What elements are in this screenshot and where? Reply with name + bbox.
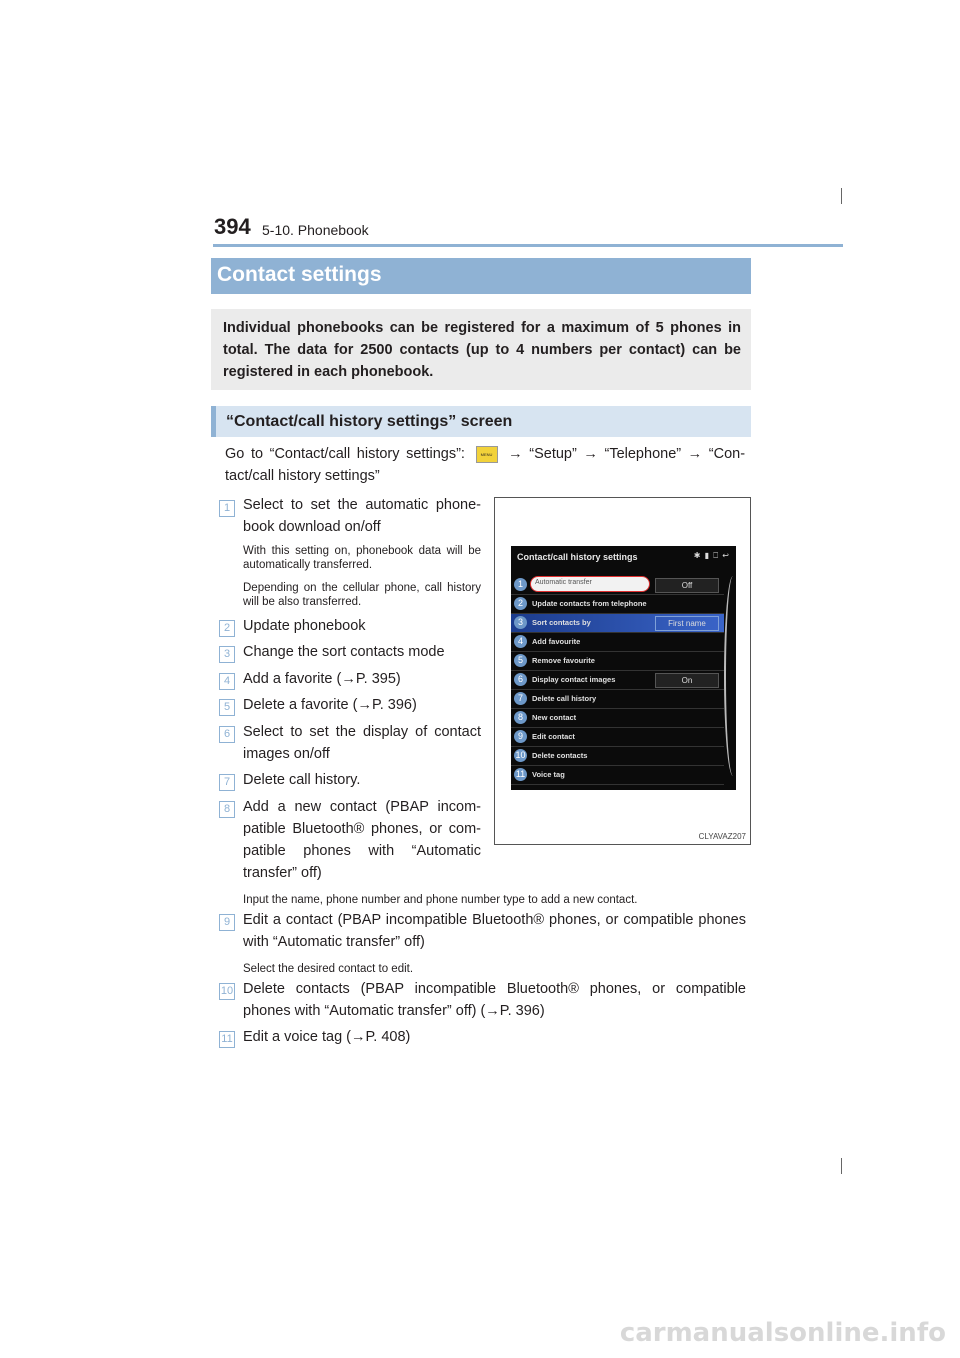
item-text: Add a favorite (→P. 395) bbox=[243, 671, 401, 687]
item-number: 8 bbox=[219, 801, 235, 818]
row-value[interactable]: First name bbox=[655, 616, 719, 631]
section-title: 5-10. Phonebook bbox=[262, 222, 369, 238]
item-text: Select to set the automatic phone-book download on/off bbox=[243, 497, 481, 535]
row-label: Automatic transfer bbox=[535, 579, 592, 586]
item-text: Delete call history. bbox=[243, 772, 361, 788]
row-number: 7 bbox=[514, 692, 527, 705]
item-text: Edit a voice tag (→P. 408) bbox=[243, 1029, 411, 1045]
crop-mark bbox=[841, 1158, 842, 1174]
crop-mark bbox=[841, 188, 842, 204]
row-label: Delete call history bbox=[532, 694, 597, 703]
row-label: Sort contacts by bbox=[532, 618, 591, 627]
row-number: 5 bbox=[514, 654, 527, 667]
screen-row-sort-contacts[interactable] bbox=[511, 614, 724, 633]
item-text: Edit a contact (PBAP incompatible Bluetooth® phones, or compatible phones with “Automatic transfer” off) bbox=[243, 912, 746, 950]
status-icons: ✱ ▮ ⎕ ↩ bbox=[693, 551, 730, 560]
screen-title: Contact/call history settings bbox=[517, 552, 638, 562]
screen-row-update-contacts[interactable] bbox=[511, 595, 724, 614]
subheading: “Contact/call history settings” screen bbox=[211, 406, 751, 437]
row-number: 8 bbox=[514, 711, 527, 724]
highlight-oval bbox=[530, 576, 650, 592]
row-label: Delete contacts bbox=[532, 751, 588, 760]
row-number: 6 bbox=[514, 673, 527, 686]
menu-button-icon: MENU bbox=[476, 446, 498, 463]
scroll-curve bbox=[724, 576, 736, 776]
item-note: Select the desired contact to edit. bbox=[243, 963, 414, 975]
item-number: 4 bbox=[219, 673, 235, 690]
screen-figure bbox=[494, 497, 751, 845]
item-number: 7 bbox=[219, 774, 235, 791]
screen-row-delete-contacts[interactable] bbox=[511, 747, 724, 766]
row-label: Display contact images bbox=[532, 675, 616, 684]
row-number: 10 bbox=[515, 750, 526, 760]
header-rule bbox=[213, 244, 843, 247]
item-text: Add a new contact (PBAP incom-patible Bluetooth® phones, or com-patible phones with “Automatic transfer” off) bbox=[243, 799, 481, 881]
item-number: 1 bbox=[219, 500, 235, 517]
display-screen bbox=[511, 546, 736, 790]
item-note: Depending on the cellular phone, call history will be also transferred. bbox=[243, 582, 481, 608]
item-note: With this setting on, phonebook data will be automatically transferred. bbox=[243, 545, 481, 571]
item-number: 10 bbox=[219, 983, 235, 1000]
row-number: 2 bbox=[514, 597, 527, 610]
item-number: 2 bbox=[219, 620, 235, 637]
row-number: 4 bbox=[514, 635, 527, 648]
screen-row-voice-tag[interactable] bbox=[511, 766, 724, 785]
screen-row-edit-contact[interactable] bbox=[511, 728, 724, 747]
figure-code: CLYAVAZ207 bbox=[698, 832, 746, 841]
screen-row-new-contact[interactable] bbox=[511, 709, 724, 728]
item-number: 11 bbox=[219, 1031, 235, 1048]
item-text: Update phonebook bbox=[243, 618, 366, 634]
row-number: 3 bbox=[514, 616, 527, 629]
screen-row-delete-call-history[interactable] bbox=[511, 690, 724, 709]
item-number: 9 bbox=[219, 914, 235, 931]
goto-before: Go to “Contact/call history settings”: bbox=[225, 446, 465, 462]
row-number: 1 bbox=[514, 578, 527, 591]
row-label: Voice tag bbox=[532, 770, 565, 779]
goto-after: → “Setup” → “Telephone” → “Con-tact/call history settings” bbox=[225, 446, 746, 484]
item-number: 3 bbox=[219, 646, 235, 663]
item-number: 6 bbox=[219, 726, 235, 743]
screen-row-display-contact-images[interactable] bbox=[511, 671, 724, 690]
row-label: New contact bbox=[532, 713, 577, 722]
item-number: 5 bbox=[219, 699, 235, 716]
page-number: 394 bbox=[214, 214, 251, 239]
item-note: Input the name, phone number and phone number type to add a new contact. bbox=[243, 894, 638, 906]
watermark: carmanualsonline.info bbox=[619, 1318, 946, 1348]
row-value[interactable]: On bbox=[655, 673, 719, 688]
goto-instruction bbox=[225, 443, 745, 487]
row-label: Update contacts from telephone bbox=[532, 599, 647, 608]
row-number: 9 bbox=[514, 730, 527, 743]
screen-row-automatic-transfer[interactable] bbox=[511, 576, 724, 595]
item-text: Delete contacts (PBAP incompatible Bluetooth® phones, or compatible phones with “Automatic transfer” off) (→P. 396) bbox=[243, 981, 746, 1019]
row-label: Edit contact bbox=[532, 732, 575, 741]
item-text: Delete a favorite (→P. 396) bbox=[243, 697, 417, 713]
item-text: Select to set the display of contact images on/off bbox=[243, 724, 481, 762]
screen-row-remove-favourite[interactable] bbox=[511, 652, 724, 671]
intro-box: Individual phonebooks can be registered for a maximum of 5 phones in total. The data for 2500 contacts (up to 4 numbers per contact) can be registered in each phonebook. bbox=[211, 309, 751, 390]
screen-row-add-favourite[interactable] bbox=[511, 633, 724, 652]
row-label: Remove favourite bbox=[532, 656, 595, 665]
row-value[interactable]: Off bbox=[655, 578, 719, 593]
row-label: Add favourite bbox=[532, 637, 581, 646]
item-text: Change the sort contacts mode bbox=[243, 644, 445, 660]
row-number: 11 bbox=[515, 769, 526, 779]
page-title: Contact settings bbox=[211, 258, 751, 294]
